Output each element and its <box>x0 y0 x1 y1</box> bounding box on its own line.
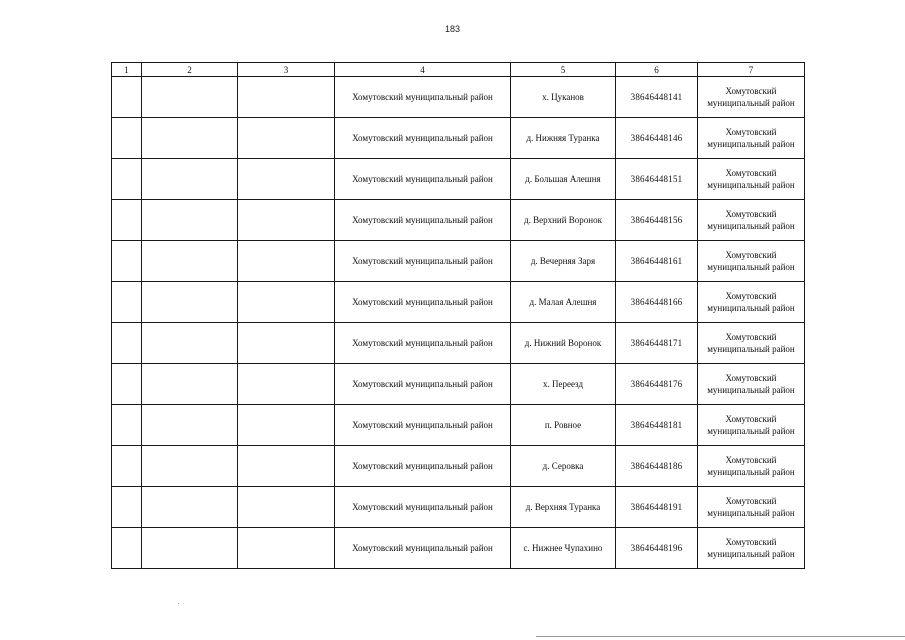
district-cell: Хомутовский муниципальный район <box>335 118 511 159</box>
table-row <box>112 446 805 487</box>
region-line-1: Хомутовский <box>725 250 777 260</box>
district-cell: Хомутовский муниципальный район <box>335 241 511 282</box>
cell-col-3 <box>238 200 335 241</box>
cell-col-1 <box>112 405 142 446</box>
settlement-cell: д. Серовка <box>511 446 616 487</box>
column-header-7: 7 <box>698 63 805 77</box>
district-cell: Хомутовский муниципальный район <box>335 200 511 241</box>
cell-col-2 <box>142 241 238 282</box>
region-line-2: муниципальный район <box>707 221 795 231</box>
cell-col-3 <box>238 118 335 159</box>
region-line-2: муниципальный район <box>707 262 795 272</box>
region-line-1: Хомутовский <box>725 209 777 219</box>
district-cell: Хомутовский муниципальный район <box>335 323 511 364</box>
cell-col-1 <box>112 200 142 241</box>
cell-col-1 <box>112 118 142 159</box>
cell-col-2 <box>142 446 238 487</box>
cell-col-1 <box>112 323 142 364</box>
cell-col-2 <box>142 323 238 364</box>
district-cell: Хомутовский муниципальный район <box>335 77 511 118</box>
cell-col-1 <box>112 364 142 405</box>
region-line-1: Хомутовский <box>725 127 777 137</box>
table-row <box>112 77 805 118</box>
region-line-1: Хомутовский <box>725 455 777 465</box>
oktmo-code-cell: 38646448156 <box>616 200 698 241</box>
cell-col-2 <box>142 528 238 569</box>
cell-col-1 <box>112 241 142 282</box>
table-row <box>112 200 805 241</box>
region-line-2: муниципальный район <box>707 467 795 477</box>
oktmo-code-cell: 38646448166 <box>616 282 698 323</box>
column-header-2: 2 <box>142 63 238 77</box>
settlement-cell: д. Верхняя Туранка <box>511 487 616 528</box>
cell-col-2 <box>142 487 238 528</box>
header-row <box>112 63 805 77</box>
table-body <box>112 77 805 569</box>
settlements-table <box>111 62 805 569</box>
district-cell: Хомутовский муниципальный район <box>335 364 511 405</box>
column-header-3: 3 <box>238 63 335 77</box>
cell-col-3 <box>238 405 335 446</box>
cell-col-2 <box>142 200 238 241</box>
cell-col-2 <box>142 77 238 118</box>
oktmo-code-cell: 38646448186 <box>616 446 698 487</box>
region-line-2: муниципальный район <box>707 426 795 436</box>
table-header <box>112 63 805 77</box>
cell-col-1 <box>112 159 142 200</box>
table-row <box>112 487 805 528</box>
cell-col-2 <box>142 405 238 446</box>
region-line-2: муниципальный район <box>707 344 795 354</box>
region-cell <box>698 118 805 159</box>
cell-col-3 <box>238 282 335 323</box>
cell-col-2 <box>142 282 238 323</box>
district-cell: Хомутовский муниципальный район <box>335 528 511 569</box>
district-cell: Хомутовский муниципальный район <box>335 159 511 200</box>
cell-col-1 <box>112 282 142 323</box>
cell-col-3 <box>238 77 335 118</box>
region-line-2: муниципальный район <box>707 98 795 108</box>
region-line-2: муниципальный район <box>707 508 795 518</box>
cell-col-1 <box>112 446 142 487</box>
column-header-4: 4 <box>335 63 511 77</box>
cell-col-2 <box>142 364 238 405</box>
oktmo-code-cell: 38646448146 <box>616 118 698 159</box>
cell-col-3 <box>238 528 335 569</box>
settlement-cell: д. Нижняя Туранка <box>511 118 616 159</box>
settlement-cell: п. Ровное <box>511 405 616 446</box>
region-line-1: Хомутовский <box>725 168 777 178</box>
region-line-2: муниципальный район <box>707 303 795 313</box>
region-line-1: Хомутовский <box>725 332 777 342</box>
region-line-1: Хомутовский <box>725 86 777 96</box>
region-cell <box>698 159 805 200</box>
district-cell: Хомутовский муниципальный район <box>335 487 511 528</box>
cell-col-2 <box>142 159 238 200</box>
region-line-1: Хомутовский <box>725 414 777 424</box>
settlement-cell: д. Большая Алешня <box>511 159 616 200</box>
region-line-2: муниципальный район <box>707 139 795 149</box>
scan-edge-line <box>536 636 905 637</box>
table-row <box>112 405 805 446</box>
settlement-cell: д. Нижний Воронок <box>511 323 616 364</box>
region-cell <box>698 528 805 569</box>
region-line-1: Хомутовский <box>725 373 777 383</box>
oktmo-code-cell: 38646448176 <box>616 364 698 405</box>
region-line-1: Хомутовский <box>725 537 777 547</box>
cell-col-1 <box>112 77 142 118</box>
cell-col-3 <box>238 446 335 487</box>
scan-speck <box>178 603 179 604</box>
settlement-cell: д. Малая Алешня <box>511 282 616 323</box>
oktmo-code-cell: 38646448161 <box>616 241 698 282</box>
table-row <box>112 241 805 282</box>
oktmo-code-cell: 38646448191 <box>616 487 698 528</box>
region-cell <box>698 241 805 282</box>
oktmo-code-cell: 38646448181 <box>616 405 698 446</box>
region-line-2: муниципальный район <box>707 385 795 395</box>
cell-col-1 <box>112 487 142 528</box>
column-header-6: 6 <box>616 63 698 77</box>
cell-col-3 <box>238 241 335 282</box>
cell-col-3 <box>238 323 335 364</box>
cell-col-3 <box>238 487 335 528</box>
table-row <box>112 528 805 569</box>
cell-col-3 <box>238 364 335 405</box>
table-row <box>112 282 805 323</box>
cell-col-1 <box>112 528 142 569</box>
region-cell <box>698 364 805 405</box>
region-line-2: муниципальный район <box>707 549 795 559</box>
region-cell <box>698 282 805 323</box>
region-cell <box>698 77 805 118</box>
settlement-cell: х. Переезд <box>511 364 616 405</box>
table-row <box>112 118 805 159</box>
table-row <box>112 159 805 200</box>
column-header-5: 5 <box>511 63 616 77</box>
column-header-1: 1 <box>112 63 142 77</box>
district-cell: Хомутовский муниципальный район <box>335 405 511 446</box>
region-cell <box>698 200 805 241</box>
oktmo-code-cell: 38646448171 <box>616 323 698 364</box>
cell-col-2 <box>142 118 238 159</box>
district-cell: Хомутовский муниципальный район <box>335 446 511 487</box>
cell-col-3 <box>238 159 335 200</box>
region-cell <box>698 405 805 446</box>
region-line-1: Хомутовский <box>725 496 777 506</box>
settlement-cell: с. Нижнее Чупахино <box>511 528 616 569</box>
page-number: 183 <box>444 24 461 34</box>
region-line-2: муниципальный район <box>707 180 795 190</box>
table-row <box>112 364 805 405</box>
settlement-cell: д. Верхний Воронок <box>511 200 616 241</box>
oktmo-code-cell: 38646448196 <box>616 528 698 569</box>
oktmo-code-cell: 38646448141 <box>616 77 698 118</box>
table-row <box>112 323 805 364</box>
region-cell <box>698 487 805 528</box>
settlement-cell: д. Вечерняя Заря <box>511 241 616 282</box>
district-cell: Хомутовский муниципальный район <box>335 282 511 323</box>
region-cell <box>698 446 805 487</box>
oktmo-code-cell: 38646448151 <box>616 159 698 200</box>
region-cell <box>698 323 805 364</box>
settlement-cell: х. Цуканов <box>511 77 616 118</box>
region-line-1: Хомутовский <box>725 291 777 301</box>
